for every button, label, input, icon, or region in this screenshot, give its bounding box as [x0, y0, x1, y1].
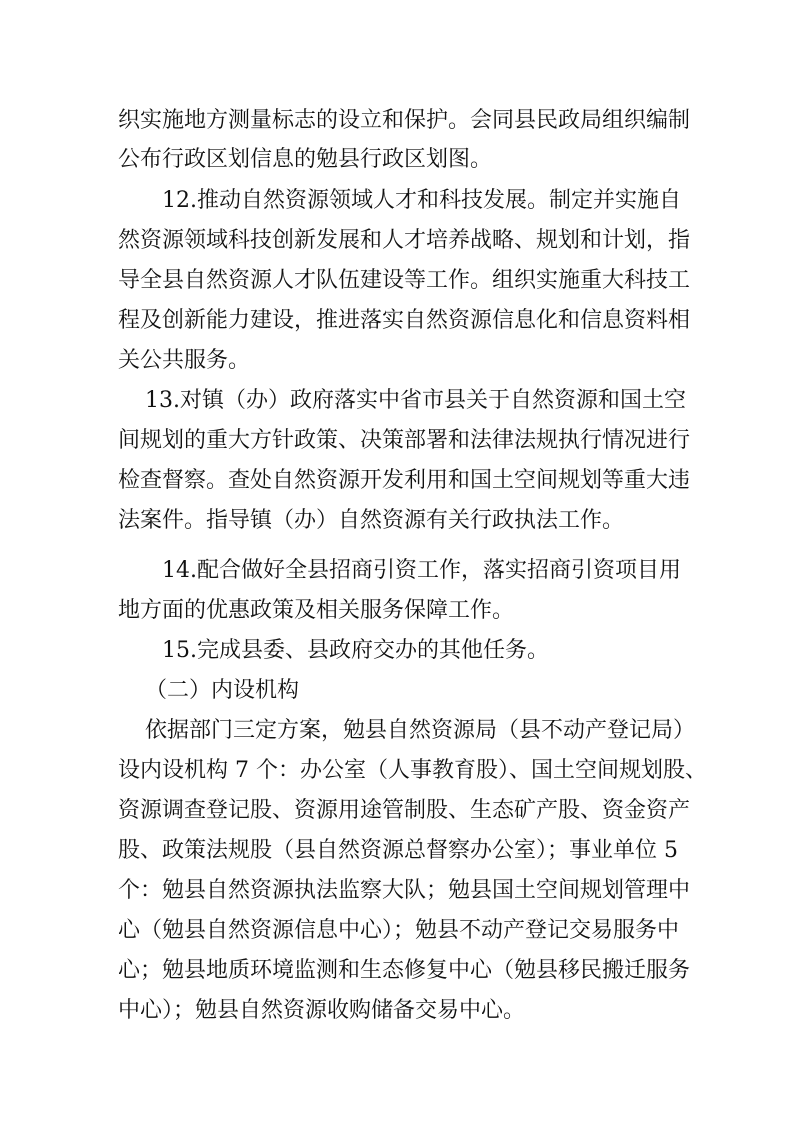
item-12-line-5: 关公共服务。	[118, 348, 251, 373]
item-13-line-4: 法案件。指导镇（办）自然资源有关行政执法工作。	[118, 508, 625, 533]
text-line-01: 织实施地方测量标志的设立和保护。会同县民政局组织编制	[118, 108, 691, 133]
section-heading: （二）内设机构	[145, 678, 300, 703]
item-14-line-2: 地方面的优惠政策及相关服务保障工作。	[118, 598, 515, 623]
text-line-02: 公布行政区划信息的勉县行政区划图。	[118, 147, 493, 172]
section-body-line-7: 心；勉县地质环境监测和生态修复中心（勉县移民搬迁服务	[118, 958, 691, 983]
section-body-line-6: 心（勉县自然资源信息中心）；勉县不动产登记交易服务中	[118, 918, 680, 943]
section-body-line-1: 依据部门三定方案，勉县自然资源局（县不动产登记局）	[145, 718, 696, 743]
item-13-line-2: 间规划的重大方针政策、决策部署和法律法规执行情况进行	[118, 428, 691, 453]
section-body-line-8: 中心）；勉县自然资源收购储备交易中心。	[118, 998, 526, 1023]
section-body-line-2: 设内设机构 7 个：办公室（人事教育股）、国土空间规划股、	[118, 758, 707, 783]
section-body-line-5: 个：勉县自然资源执法监察大队；勉县国土空间规划管理中	[118, 878, 691, 903]
item-12-line-2: 然资源领域科技创新发展和人才培养战略、规划和计划，指	[118, 228, 691, 253]
item-15-line: 15.完成县委、县政府交办的其他任务。	[162, 638, 549, 663]
item-14-line-1: 14.配合做好全县招商引资工作，落实招商引资项目用	[162, 558, 681, 583]
item-13-line-3: 检查督察。查处自然资源开发利用和国土空间规划等重大违	[118, 468, 691, 493]
item-13-line-1: 13.对镇（办）政府落实中省市县关于自然资源和国土空	[145, 388, 686, 413]
item-12-line-3: 导全县自然资源人才队伍建设等工作。组织实施重大科技工	[118, 268, 691, 293]
item-12-line-4: 程及创新能力建设，推进落实自然资源信息化和信息资料相	[118, 308, 691, 333]
section-body-line-4: 股、政策法规股（县自然资源总督察办公室）；事业单位 5	[118, 838, 678, 863]
item-12-line-1: 12.推动自然资源领域人才和科技发展。制定并实施自	[162, 188, 681, 213]
section-body-line-3: 资源调查登记股、资源用途管制股、生态矿产股、资金资产	[118, 798, 691, 823]
